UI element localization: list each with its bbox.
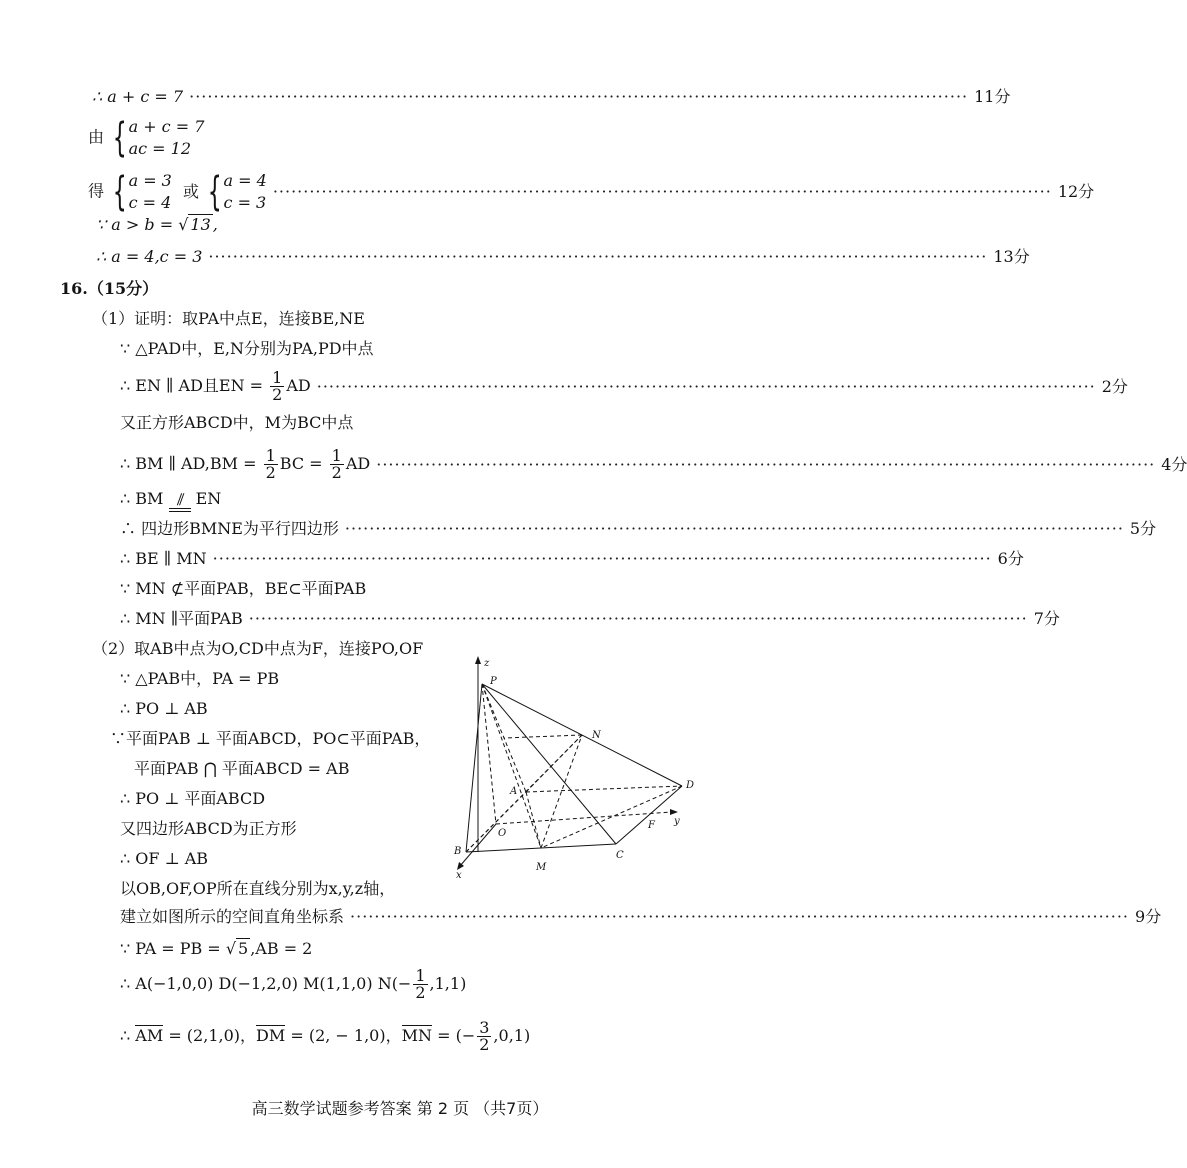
fraction-numerator: 1	[415, 966, 426, 985]
label-n: N	[592, 730, 601, 741]
y-arrow-icon	[670, 809, 678, 815]
result-text: ∴ a = 4,c = 3	[96, 247, 203, 266]
fraction	[330, 448, 344, 481]
score-label: 13分	[993, 247, 1030, 266]
system-prefix: 由	[88, 127, 105, 147]
part2-step-10	[120, 906, 1162, 928]
solutions-text	[88, 170, 267, 214]
part2-step-13-pre: ∴	[120, 1026, 131, 1045]
part2-step-2: ∵ △PAB中，PA = PB	[120, 669, 280, 688]
part2-step-5: 平面PAB ⋂ 平面ABCD = AB	[134, 759, 350, 778]
proof-step-5-text	[120, 448, 370, 481]
part2-step-1: （2）取AB中点为O,CD中点为F，连接PO,OF	[92, 639, 424, 658]
system-equations-line	[88, 116, 204, 160]
dot-leader: ································································································································	[350, 907, 1130, 926]
label-o: O	[498, 828, 507, 839]
solutions-line	[88, 169, 1095, 215]
sqrt-symbol: √	[178, 215, 189, 234]
proof-step-4: 又正方形ABCD中，M为BC中点	[120, 413, 354, 432]
label-f: F	[648, 820, 655, 831]
part2-step-7: 又四边形ABCD为正方形	[120, 819, 297, 838]
proof-step-10-text: ∴ MN ∥平面PAB	[120, 609, 243, 628]
label-m: M	[536, 862, 547, 873]
result-line	[96, 246, 1030, 268]
fraction-denominator: 2	[265, 463, 276, 482]
vector-dm-value: = (2, − 1,0)，	[290, 1026, 402, 1045]
score-label: 7分	[1033, 609, 1060, 628]
label-y: y	[674, 816, 680, 827]
proof-step-5-pre: ∴ BM ∥ AD,BM =	[120, 454, 257, 473]
fraction-denominator: 2	[331, 463, 342, 482]
question-heading: 16.（15分）	[60, 279, 159, 298]
proof-step-8-text: ∴ BE ∥ MN	[120, 549, 207, 568]
sqrt-symbol: √	[225, 939, 237, 958]
equation-text: ∴ a + c = 7	[92, 87, 184, 106]
proof-step-5-mid: BC =	[279, 454, 323, 473]
vector-dm: DM	[256, 1026, 286, 1045]
brace-icon: {	[112, 115, 127, 161]
equal-bars-icon	[169, 508, 191, 512]
segment-bn	[466, 735, 582, 852]
score-label: 4分	[1161, 454, 1187, 474]
proof-step-3-text	[120, 370, 311, 403]
label-b: B	[454, 846, 462, 857]
fraction-denominator: 2	[479, 1035, 490, 1054]
score-label: 9分	[1135, 907, 1162, 926]
part2-step-8: ∴ OF ⊥ AB	[120, 849, 209, 868]
score-label: 12分	[1057, 182, 1095, 201]
brace-icon: {	[112, 169, 127, 215]
fraction-numerator: 1	[265, 446, 276, 465]
system-eq-2: ac = 12	[128, 139, 191, 158]
solution-system-2	[204, 170, 267, 214]
proof-step-5-post: AD	[345, 454, 371, 473]
fraction-numerator: 3	[479, 1018, 490, 1037]
fraction	[413, 968, 427, 1001]
part2-step-12-pre: ∴ A(−1,0,0) D(−1,2,0) M(1,1,0) N(−	[120, 974, 412, 993]
condition-line	[96, 214, 218, 236]
part2-step-13	[120, 1020, 530, 1053]
fraction-numerator: 1	[331, 446, 342, 465]
segment-am	[526, 792, 541, 848]
label-p: P	[490, 676, 497, 687]
part2-step-11-pre: ∵ PA = PB =	[120, 939, 221, 958]
fraction	[270, 370, 284, 403]
condition-post: ,	[212, 215, 218, 234]
segment-an	[526, 735, 582, 792]
score-label: 6分	[997, 549, 1024, 568]
dot-leader: ································································································································	[344, 519, 1124, 538]
part2-step-10-text: 建立如图所示的空间直角坐标系	[120, 907, 345, 926]
edge-ad	[526, 786, 682, 792]
dot-leader: ································································································································	[248, 609, 1028, 628]
page-footer: 高三数学试题参考答案 第 2 页 （共7页）	[251, 1099, 549, 1118]
part2-step-12-post: ,1,1)	[429, 974, 467, 993]
edge-pc	[482, 684, 616, 844]
condition-pre: ∵ a > b =	[96, 215, 174, 234]
fraction	[477, 1020, 491, 1053]
proof-step-7-text: ∴ 四边形BMNE为平行四边形	[120, 519, 339, 538]
parallel-symbol: ∥	[173, 493, 186, 508]
vector-am: AM	[135, 1026, 164, 1045]
proof-step-5	[120, 446, 1187, 482]
parallel-equal-symbol	[169, 495, 191, 512]
part2-step-6: ∴ PO ⊥ 平面ABCD	[120, 789, 266, 808]
pyramid-figure	[446, 652, 696, 882]
fraction-denominator: 2	[415, 983, 426, 1002]
part2-step-4: ∵平面PAB ⊥ 平面ABCD，PO⊂平面PAB，	[110, 729, 431, 748]
solution-c2: c = 3	[223, 193, 267, 212]
proof-step-8	[120, 548, 1024, 570]
score-label: 2分	[1101, 376, 1128, 396]
proof-step-7	[120, 518, 1157, 540]
part2-step-12	[120, 968, 466, 1001]
label-a: A	[510, 786, 518, 797]
answer-line-a-plus-c	[92, 86, 1011, 108]
solution-c1: c = 4	[128, 193, 172, 212]
proof-step-1: （1）证明：取PA中点E，连接BE,NE	[92, 309, 365, 328]
or-word: 或	[182, 181, 199, 201]
proof-step-2: ∵ △PAD中，E,N分别为PA,PD中点	[120, 339, 374, 358]
dot-leader: ································································································································	[376, 454, 1156, 474]
fraction-numerator: 1	[272, 368, 283, 387]
label-z: z	[484, 658, 490, 669]
proof-step-6-post: EN	[195, 489, 222, 508]
segment-ne	[504, 735, 582, 738]
equation-system	[109, 116, 204, 160]
part2-step-9: 以OB,OF,OP所在直线分别为x,y,z轴，	[120, 879, 396, 898]
sqrt-radicand: 5	[238, 939, 249, 958]
brace-icon: {	[207, 169, 222, 215]
proof-step-3-post: AD	[286, 376, 311, 395]
proof-step-3	[120, 368, 1128, 404]
solution-a2: a = 4	[223, 171, 267, 190]
proof-step-10	[120, 608, 1060, 630]
dot-leader: ································································································································	[212, 549, 992, 568]
sqrt-radicand: 13	[190, 215, 211, 234]
z-arrow-icon	[475, 656, 481, 664]
dot-leader: ································································································································	[208, 247, 988, 266]
dot-leader: ································································································································	[316, 376, 1096, 396]
solution-a1: a = 3	[128, 171, 172, 190]
score-label: 5分	[1129, 519, 1157, 538]
proof-step-6-pre: ∴ BM	[120, 489, 164, 508]
dot-leader: ································································································································	[272, 182, 1052, 201]
edge-cd	[616, 786, 682, 844]
fraction	[264, 448, 278, 481]
system-eq-1: a + c = 7	[128, 117, 205, 136]
proof-step-6	[120, 488, 221, 512]
edge-pb	[466, 684, 482, 852]
part2-step-11-post: ,AB = 2	[250, 939, 313, 958]
part2-step-3: ∴ PO ⊥ AB	[120, 699, 208, 718]
label-d: D	[686, 780, 695, 791]
proof-step-3-pre: ∴ EN ∥ AD且EN =	[120, 376, 264, 395]
vector-am-value: = (2,1,0)，	[168, 1026, 257, 1045]
vector-mn-value-pre: = (−	[437, 1026, 476, 1045]
label-x: x	[456, 870, 462, 881]
segment-po	[482, 684, 496, 824]
score-label: 11分	[974, 87, 1011, 106]
vector-mn-value-post: ,0,1)	[493, 1026, 531, 1045]
fraction-denominator: 2	[272, 385, 283, 404]
solutions-prefix: 得	[88, 181, 105, 201]
solution-system-1	[109, 170, 172, 214]
vector-mn: MN	[401, 1026, 432, 1045]
label-c: C	[616, 850, 624, 861]
proof-step-9: ∵ MN ⊄平面PAB，BE⊂平面PAB	[120, 579, 367, 598]
part2-step-11	[120, 938, 312, 960]
dot-leader: ································································································································	[189, 87, 969, 106]
